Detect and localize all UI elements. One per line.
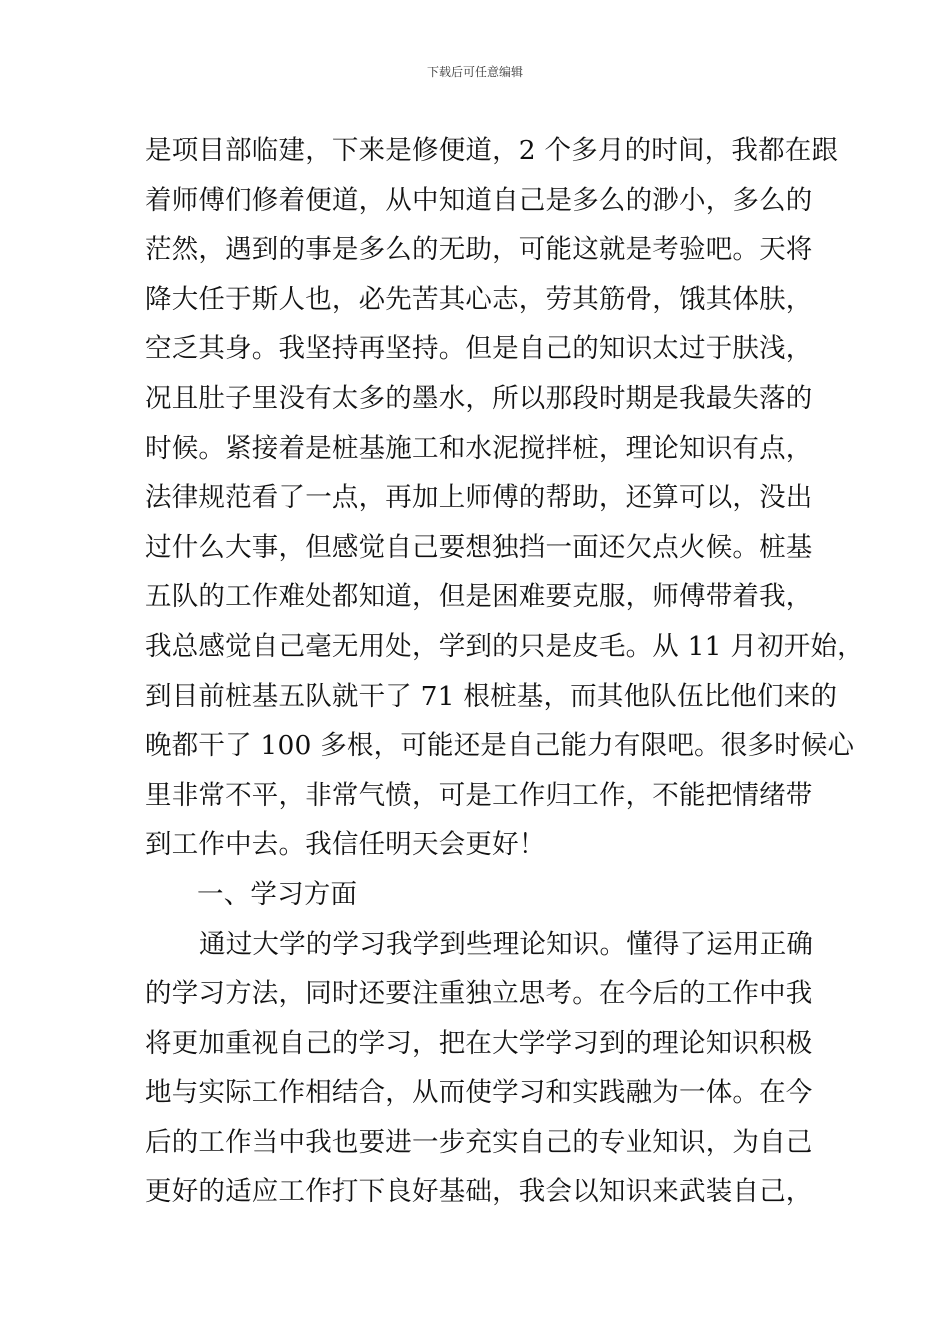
text-line: 到工作中去。我信任明天会更好！ bbox=[145, 829, 546, 861]
text-line: 降大任于斯人也，必先苦其心志，劳其筋骨，饿其体肤， bbox=[145, 283, 813, 315]
text-line: 更好的适应工作打下良好基础，我会以知识来武装自己， bbox=[145, 1176, 813, 1208]
text-line: 的学习方法，同时还要注重独立思考。在今后的工作中我 bbox=[145, 978, 813, 1010]
text-line: 地与实际工作相结合，从而使学习和实践融为一体。在今 bbox=[145, 1077, 813, 1109]
text-line: 后的工作当中我也要进一步充实自己的专业知识，为自己 bbox=[145, 1126, 813, 1158]
text-line: 将更加重视自己的学习，把在大学学习到的理论知识积极 bbox=[145, 1027, 813, 1059]
page-header: 下载后可任意编辑 bbox=[426, 65, 523, 79]
text-line: 五队的工作难处都知道，但是困难要克服，师傅带着我， bbox=[145, 581, 813, 613]
text-line: 况且肚子里没有太多的墨水，所以那段时期是我最失落的 bbox=[145, 382, 813, 414]
paragraph-first-line: 通过大学的学习我学到些理论知识。懂得了运用正确 bbox=[199, 928, 814, 960]
text-line: 着师傅们修着便道，从中知道自己是多么的渺小，多么的 bbox=[145, 184, 813, 216]
text-line: 里非常不平，非常气愤，可是工作归工作，不能把情绪带 bbox=[145, 779, 813, 811]
section-heading: 一、学习方面 bbox=[197, 878, 358, 910]
text-line: 晚都干了 100 多根，可能还是自己能力有限吧。很多时候心 bbox=[145, 730, 855, 762]
text-line: 到目前桩基五队就干了 71 根桩基，而其他队伍比他们来的 bbox=[145, 680, 838, 712]
text-line: 茫然，遇到的事是多么的无助，可能这就是考验吧。天将 bbox=[145, 234, 813, 266]
text-line: 时候。紧接着是桩基施工和水泥搅拌桩，理论知识有点， bbox=[145, 432, 813, 464]
text-line: 我总感觉自己毫无用处，学到的只是皮毛。从 11 月初开始， bbox=[145, 630, 864, 662]
text-line: 是项目部临建，下来是修便道，2 个多月的时间，我都在跟 bbox=[145, 135, 839, 166]
text-line: 过什么大事，但感觉自己要想独挡一面还欠点火候。桩基 bbox=[145, 531, 813, 563]
document-body bbox=[145, 126, 864, 1217]
text-line: 法律规范看了一点，再加上师傅的帮助，还算可以，没出 bbox=[145, 482, 813, 514]
text-line: 空乏其身。我坚持再坚持。但是自己的知识太过于肤浅， bbox=[145, 333, 813, 365]
